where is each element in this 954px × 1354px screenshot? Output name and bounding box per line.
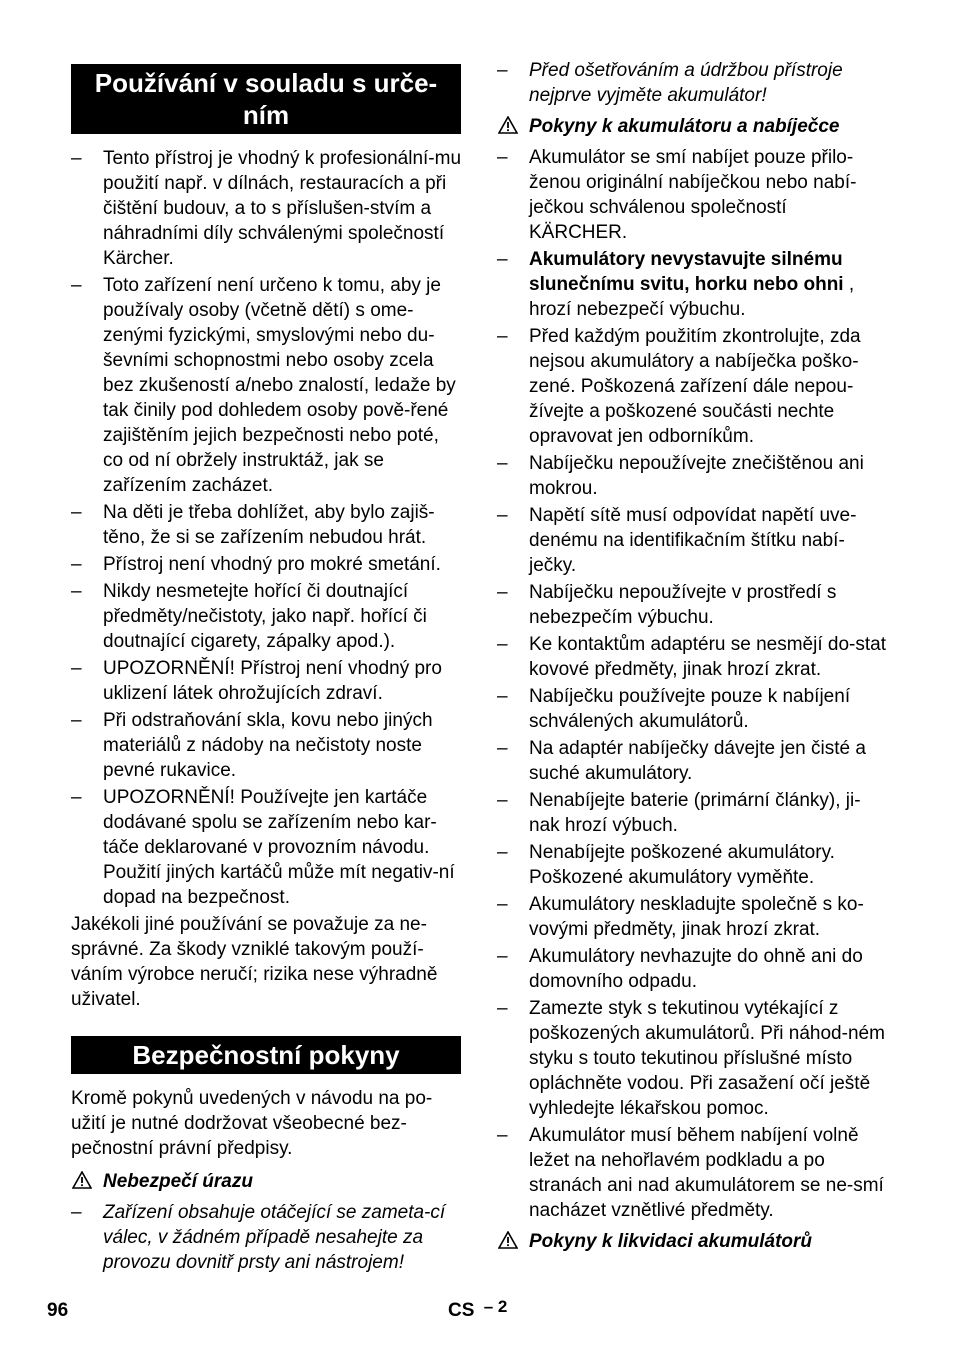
list-dash: – xyxy=(71,275,82,296)
list-dash: – xyxy=(497,686,508,707)
list-item xyxy=(497,632,889,682)
list-item-text: Na adaptér nabíječky dávejte jen čisté a suché akumulátory. xyxy=(529,738,866,784)
list-item-text: Napětí sítě musí odpovídat napětí uve-denému na identifikačním štítku nabí-ječky. xyxy=(529,505,857,576)
list-dash: – xyxy=(71,502,82,523)
list-dash: – xyxy=(71,710,82,731)
list-item-text: Akumulátory nevhazujte do ohně ani do domovního odpadu. xyxy=(529,946,863,992)
section-heading-safety: Bezpečnostní pokyny xyxy=(71,1036,461,1074)
section-heading-intended-use: Používání v souladu s urče-ním xyxy=(71,64,461,134)
left-column xyxy=(71,58,461,1277)
list-item-text: Nenabíjejte baterie (primární články), ji-nak hrozí výbuch. xyxy=(529,790,861,836)
list-item xyxy=(497,788,889,838)
list-dash: – xyxy=(71,658,82,679)
list-item xyxy=(71,273,461,498)
safety-intro: Kromě pokynů uvedených v návodu na po-užití je nutné dodržovat všeobecné bez-pečnostní právní předpisy. xyxy=(71,1088,433,1159)
list-item xyxy=(71,500,461,550)
list-item-text: Přístroj není vhodný pro mokré smetání. xyxy=(103,554,441,575)
list-item-text: Před ošetřováním a údržbou přístroje nejprve vyjměte akumulátor! xyxy=(529,60,843,106)
list-item xyxy=(71,579,461,654)
list-item-text: UPOZORNĚNÍ! Přístroj není vhodný pro uklizení látek ohrožujících zdraví. xyxy=(103,658,442,704)
footer-section-code xyxy=(448,1298,507,1323)
list-item xyxy=(71,1200,461,1275)
page-number: 96 xyxy=(47,1300,69,1321)
list-item xyxy=(497,1123,889,1223)
list-item xyxy=(497,892,889,942)
list-item xyxy=(497,503,889,578)
list-item xyxy=(497,324,889,449)
list-dash: – xyxy=(497,582,508,603)
list-item-bold-text: Akumulátory nevystavujte silnému slunečnímu svitu, horku nebo ohni xyxy=(529,249,844,295)
list-item-text: Nabíječku používejte pouze k nabíjení schválených akumulátorů. xyxy=(529,686,851,732)
list-item xyxy=(497,840,889,890)
list-item xyxy=(497,451,889,501)
list-item-text: UPOZORNĚNÍ! Používejte jen kartáče dodávané spolu se zařízením nebo kar-táče deklarované v provozním návodu. Použití jiných kartáčů může mít negativ-ní dopad na bezpečnost. xyxy=(103,787,455,908)
list-item xyxy=(497,996,889,1121)
warning-triangle-icon xyxy=(72,1171,92,1189)
list-dash: – xyxy=(71,554,82,575)
intended-use-note: Jakékoli jiné používání se považuje za ne-správné. Za škody vzniklé takovým použí-váním výrobce neručí; rizika nese výhradně uživatel. xyxy=(71,914,438,1010)
list-item-text: Na děti je třeba dohlížet, aby bylo zajiš-těno, že si se zařízením nebudou hrát. xyxy=(103,502,435,548)
list-item-text: Nenabíjejte poškozené akumulátory. Poškozené akumulátory vyměňte. xyxy=(529,842,835,888)
list-item-text: Tento přístroj je vhodný k profesionální-mu použití např. v dílnách, restauracích a při čištění budouv, a to s příslušen-stvím a náhradními díly schválenými společností Kärcher. xyxy=(103,148,462,269)
list-item-text: Akumulátor musí během nabíjení volně ležet na nehořlavém podkladu a po stranách ani nad akumulátorem se ne-smí nacházet vznětlivé předměty. xyxy=(529,1125,884,1221)
list-item xyxy=(497,247,889,322)
footer-separator: – xyxy=(483,1297,494,1316)
warning-battery-disposal xyxy=(497,1229,889,1254)
warning-battery-disposal-label: Pokyny k likvidaci akumulátorů xyxy=(529,1231,812,1252)
warning-injury-label: Nebezpečí úrazu xyxy=(103,1171,253,1192)
language-code: CS xyxy=(448,1300,475,1321)
list-item-text: Nikdy nesmetejte hořící či doutnající předměty/nečistoty, jako např. hořící či doutnající cigarety, zápalky apod.). xyxy=(103,581,427,652)
warning-triangle-icon xyxy=(498,1231,518,1249)
list-item-text: , hrozí nebezpečí výbuchu. xyxy=(529,274,855,320)
list-dash: – xyxy=(497,147,508,168)
list-dash: – xyxy=(497,634,508,655)
warning-injury xyxy=(71,1169,461,1194)
warning-battery-charger-label: Pokyny k akumulátoru a nabíječce xyxy=(529,116,840,137)
list-dash: – xyxy=(497,946,508,967)
list-item-text: Nabíječku nepoužívejte znečištěnou ani mokrou. xyxy=(529,453,864,499)
list-dash: – xyxy=(497,790,508,811)
warning-triangle-icon xyxy=(498,116,518,134)
list-item xyxy=(71,146,461,271)
warning-battery-charger xyxy=(497,114,889,139)
list-item xyxy=(71,785,461,910)
list-item xyxy=(497,580,889,630)
list-dash: – xyxy=(497,1125,508,1146)
list-dash: – xyxy=(497,326,508,347)
list-item xyxy=(71,552,461,577)
list-dash: – xyxy=(497,249,508,270)
list-item xyxy=(497,58,889,108)
list-dash: – xyxy=(71,581,82,602)
list-item-text: Nabíječku nepoužívejte v prostředí s nebezpečím výbuchu. xyxy=(529,582,837,628)
right-column xyxy=(497,58,889,1260)
list-item-text: Akumulátory neskladujte společně s ko-vovými předměty, jinak hrozí zkrat. xyxy=(529,894,864,940)
list-dash: – xyxy=(497,894,508,915)
footer-section-number: 2 xyxy=(497,1297,508,1316)
list-item xyxy=(497,736,889,786)
list-item xyxy=(497,684,889,734)
list-dash: – xyxy=(71,787,82,808)
list-item-text: Při odstraňování skla, kovu nebo jiných materiálů z nádoby na nečistoty noste pevné rukavice. xyxy=(103,710,433,781)
list-dash: – xyxy=(497,998,508,1019)
list-dash: – xyxy=(497,60,508,81)
list-item xyxy=(71,656,461,706)
list-dash: – xyxy=(497,842,508,863)
list-item xyxy=(71,708,461,783)
list-dash: – xyxy=(497,453,508,474)
intended-use-list xyxy=(71,146,461,910)
battery-instructions-list xyxy=(497,324,889,1223)
list-item-text: Ke kontaktům adaptéru se nesmějí do-stat kovové předměty, jinak hrozí zkrat. xyxy=(529,634,886,680)
list-item-text: Akumulátor se smí nabíjet pouze přilo-ženou originální nabíječkou nebo nabí-ječkou schválenou společností KÄRCHER. xyxy=(529,147,857,243)
list-dash: – xyxy=(497,738,508,759)
list-item xyxy=(497,145,889,245)
list-item-text: Zařízení obsahuje otáčející se zameta-cí válec, v žádném případě nesahejte za provozu dovnitř prsty ani nástrojem! xyxy=(103,1202,446,1273)
list-dash: – xyxy=(497,505,508,526)
list-item-text: Toto zařízení není určeno k tomu, aby je používaly osoby (včetně dětí) s ome-zenými fyzickými, smyslovými nebo du-ševními schopnostmi nebo osoby zcela bez zkušeností a/nebo znalostí, ledaže by tak činily pod dohledem osoby pově-řené zajištěním jejich bezpečnosti nebo poté, co od ní obržely instruktáž, jak se zařízením zacházet. xyxy=(103,275,456,496)
list-item-text: Před každým použitím zkontrolujte, zda nejsou akumulátory a nabíječka poško-zené. Poškozená zařízení dále nepou-žívejte a poškozené součásti nechte opravovat jen odborníkům. xyxy=(529,326,861,447)
list-dash: – xyxy=(71,1202,82,1223)
list-item xyxy=(497,944,889,994)
list-dash: – xyxy=(71,148,82,169)
list-item-text: Zamezte styk s tekutinou vytékající z poškozených akumulátorů. Při náhod-ném styku s touto tekutinou příslušné místo opláchněte vodou. Při zasažení očí ještě vyhledejte lékařskou pomoc. xyxy=(529,998,885,1119)
